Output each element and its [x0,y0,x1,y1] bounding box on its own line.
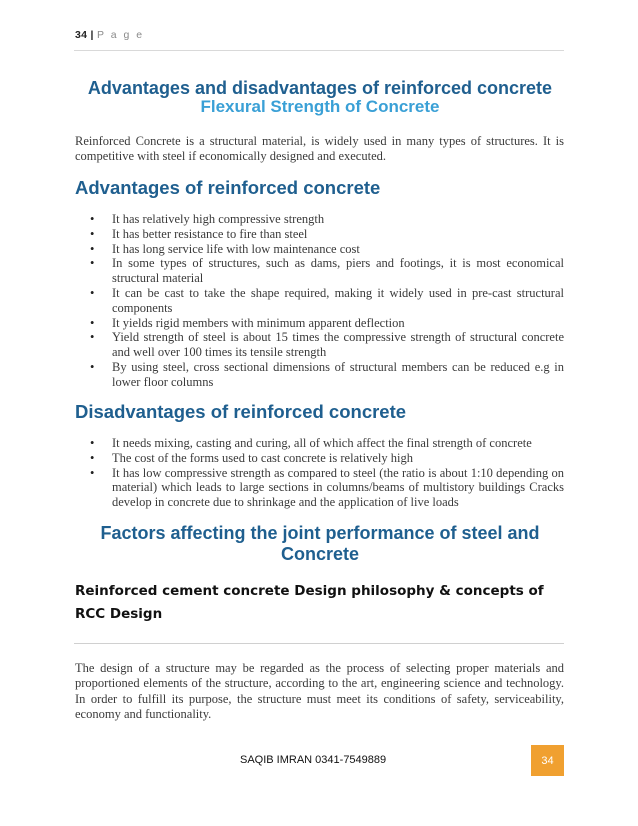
header-page-label: P a g e [96,29,145,41]
subtitle: Flexural Strength of Concrete [200,97,440,116]
footer-author: SAQIB IMRAN 0341-7549889 [240,754,387,766]
disadvantages-list [75,436,564,510]
factors-heading: Factors affecting the joint performance of steel and Concrete [100,523,540,564]
advantages-heading: Advantages of reinforced concrete [75,177,381,198]
advantages-list [75,212,564,390]
page-header [75,29,144,41]
list-item: • It can be cast to take the shape required, making it widely used in pre-cast structural components [75,286,564,316]
list-item: • It has long service life with low maintenance cost [75,242,564,257]
list-item: • Yield strength of steel is about 15 times the compressive strength of structural concrete and well over 100 times its tensile strength [75,330,564,360]
list-item: • It has relatively high compressive strength [75,212,564,227]
list-item: • It has low compressive strength as compared to steel (the ratio is about 1:10 depending on material) which leads to large sections in columns/beams of multistory buildings Cracks develop in concrete due to shrinkage and the application of live loads [75,466,564,510]
header-divider [74,50,564,51]
main-title: Advantages and disadvantages of reinforced concrete [87,78,553,98]
design-paragraph: The design of a structure may be regarded as the process of selecting proper materials and proportioned elements of the structure, according to the art, engineering science and technology. In order to fulfill its purpose, the structure must meet its conditions of safety, serviceability, economy and functionality. [75,661,564,721]
disadvantages-heading: Disadvantages of reinforced concrete [75,401,407,422]
header-page-number: 34 [75,29,88,41]
intro-paragraph: Reinforced Concrete is a structural material, is widely used in many types of structures. It is competitive with steel if economically designed and executed. [75,134,564,164]
list-item: • The cost of the forms used to cast concrete is relatively high [75,451,564,466]
list-item: • It needs mixing, casting and curing, all of which affect the final strength of concrete [75,436,564,451]
section-divider [74,643,564,644]
list-item: • It has better resistance to fire than steel [75,227,564,242]
header-separator: | [90,29,94,41]
list-item: • In some types of structures, such as dams, piers and footings, it is most economical structural material [75,256,564,286]
list-item: • By using steel, cross sectional dimensions of structural members can be reduced e.g in lower floor columns [75,360,564,390]
design-heading: Reinforced cement concrete Design philosophy & concepts of RCC Design [75,583,544,622]
footer-page-badge: 34 [531,745,564,776]
list-item: • It yields rigid members with minimum apparent deflection [75,316,564,331]
